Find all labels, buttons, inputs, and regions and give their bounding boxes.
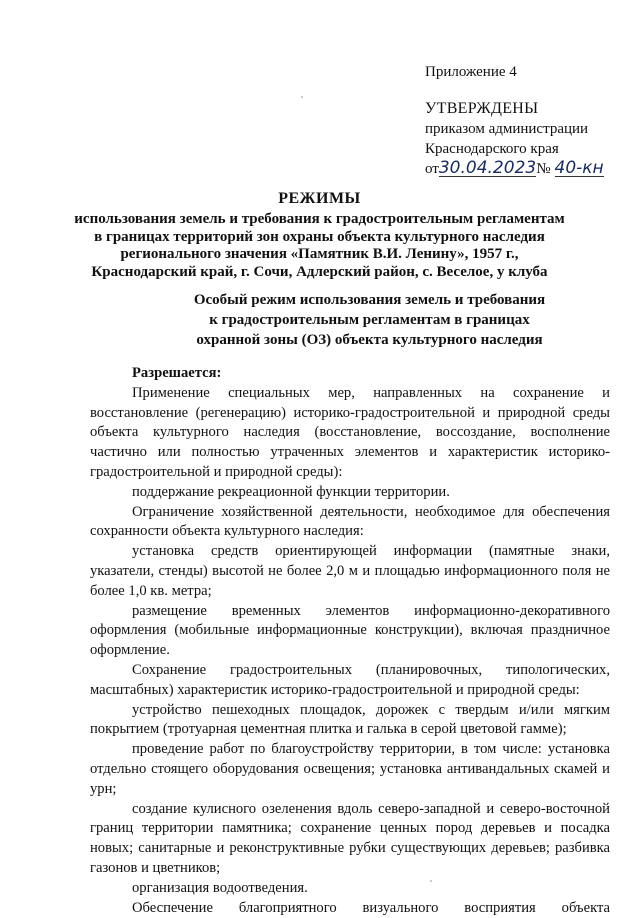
handwritten-number: 40-кн: [554, 158, 604, 178]
paragraph: Применение специальных мер, направленных на сохранение и восстановление (регенерацию) историко-градостроительной и природной среды объекта культурного наследия (восстановление, воссоздание, восполнение частично или полностью утраченных элементов и характеристик историко-градостроительной и природной среды):: [90, 384, 610, 480]
order-date-line: [425, 159, 604, 179]
allowed-heading: Разрешается:: [132, 365, 222, 381]
section-heading: [50, 290, 639, 350]
paragraph: размещение временных элементов информационно-декоративного оформления (мобильные информационные конструкции), включая праздничное оформление.: [90, 602, 610, 659]
document-title: РЕЖИМЫ: [278, 190, 361, 207]
section-heading-line: Особый режим использования земель и требования: [193, 292, 546, 308]
scan-speck: [430, 880, 432, 882]
approved-label: УТВЕРЖДЕНЫ: [425, 100, 539, 117]
subtitle-line: Краснодарский край, г. Сочи, Адлерский район, с. Веселое, у клуба: [91, 263, 548, 280]
number-sign: №: [536, 161, 551, 177]
document-subtitle: [0, 211, 639, 281]
paragraph: создание кулисного озеленения вдоль северо-западной и северо-восточной границ территории памятника; сохранение ценных пород деревьев и посадка новых; санитарные и реконструктивные рубки существующих деревьев; разбивка газонов и цветников;: [90, 800, 610, 876]
document-body: [90, 364, 610, 918]
date-prefix: от: [425, 161, 439, 177]
paragraph: проведение работ по благоустройству территории, в том числе: установка отдельно стоящего оборудования освещения; установка антивандальных скамей и урн;: [90, 741, 610, 797]
paragraph: поддержание рекреационной функции территории.: [132, 483, 450, 500]
appendix-label: Приложение 4: [425, 64, 517, 80]
order-line: Краснодарского края: [425, 141, 559, 157]
paragraph: Сохранение градостроительных (планировочных, типологических, масштабных) характеристик историко-градостроительной и природной среды:: [90, 661, 610, 698]
paragraph: Обеспечение благоприятного визуального восприятия объекта: [132, 899, 610, 916]
paragraph: устройство пешеходных площадок, дорожек с твердым и/или мягким покрытием (тротуарная цементная плитка и галька в серой цветовой гамме);: [90, 701, 610, 738]
approval-order: [425, 119, 604, 179]
subtitle-line: регионального значения «Памятник В.И. Ленину», 1957 г.,: [120, 246, 519, 262]
subtitle-line: в границах территорий зон охраны объекта культурного наследия: [94, 228, 545, 245]
paragraph: Ограничение хозяйственной деятельности, необходимое для обеспечения сохранности объекта культурного наследия:: [90, 503, 610, 540]
section-heading-line: к градостроительным регламентам в границах: [209, 312, 530, 328]
handwritten-date: 30.04.2023: [438, 158, 537, 178]
scan-speck: [301, 96, 303, 98]
section-heading-line: охранной зоны (ОЗ) объекта культурного наследия: [196, 332, 543, 348]
subtitle-line: использования земель и требования к градостроительным регламентам: [74, 211, 565, 227]
paragraph: организация водоотведения.: [132, 879, 308, 896]
paragraph: установка средств ориентирующей информации (памятные знаки, указатели, стенды) высотой не более 2,0 м и площадью информационного поля не более 1,0 кв. метра;: [90, 543, 610, 599]
order-line: приказом администрации: [425, 121, 589, 137]
